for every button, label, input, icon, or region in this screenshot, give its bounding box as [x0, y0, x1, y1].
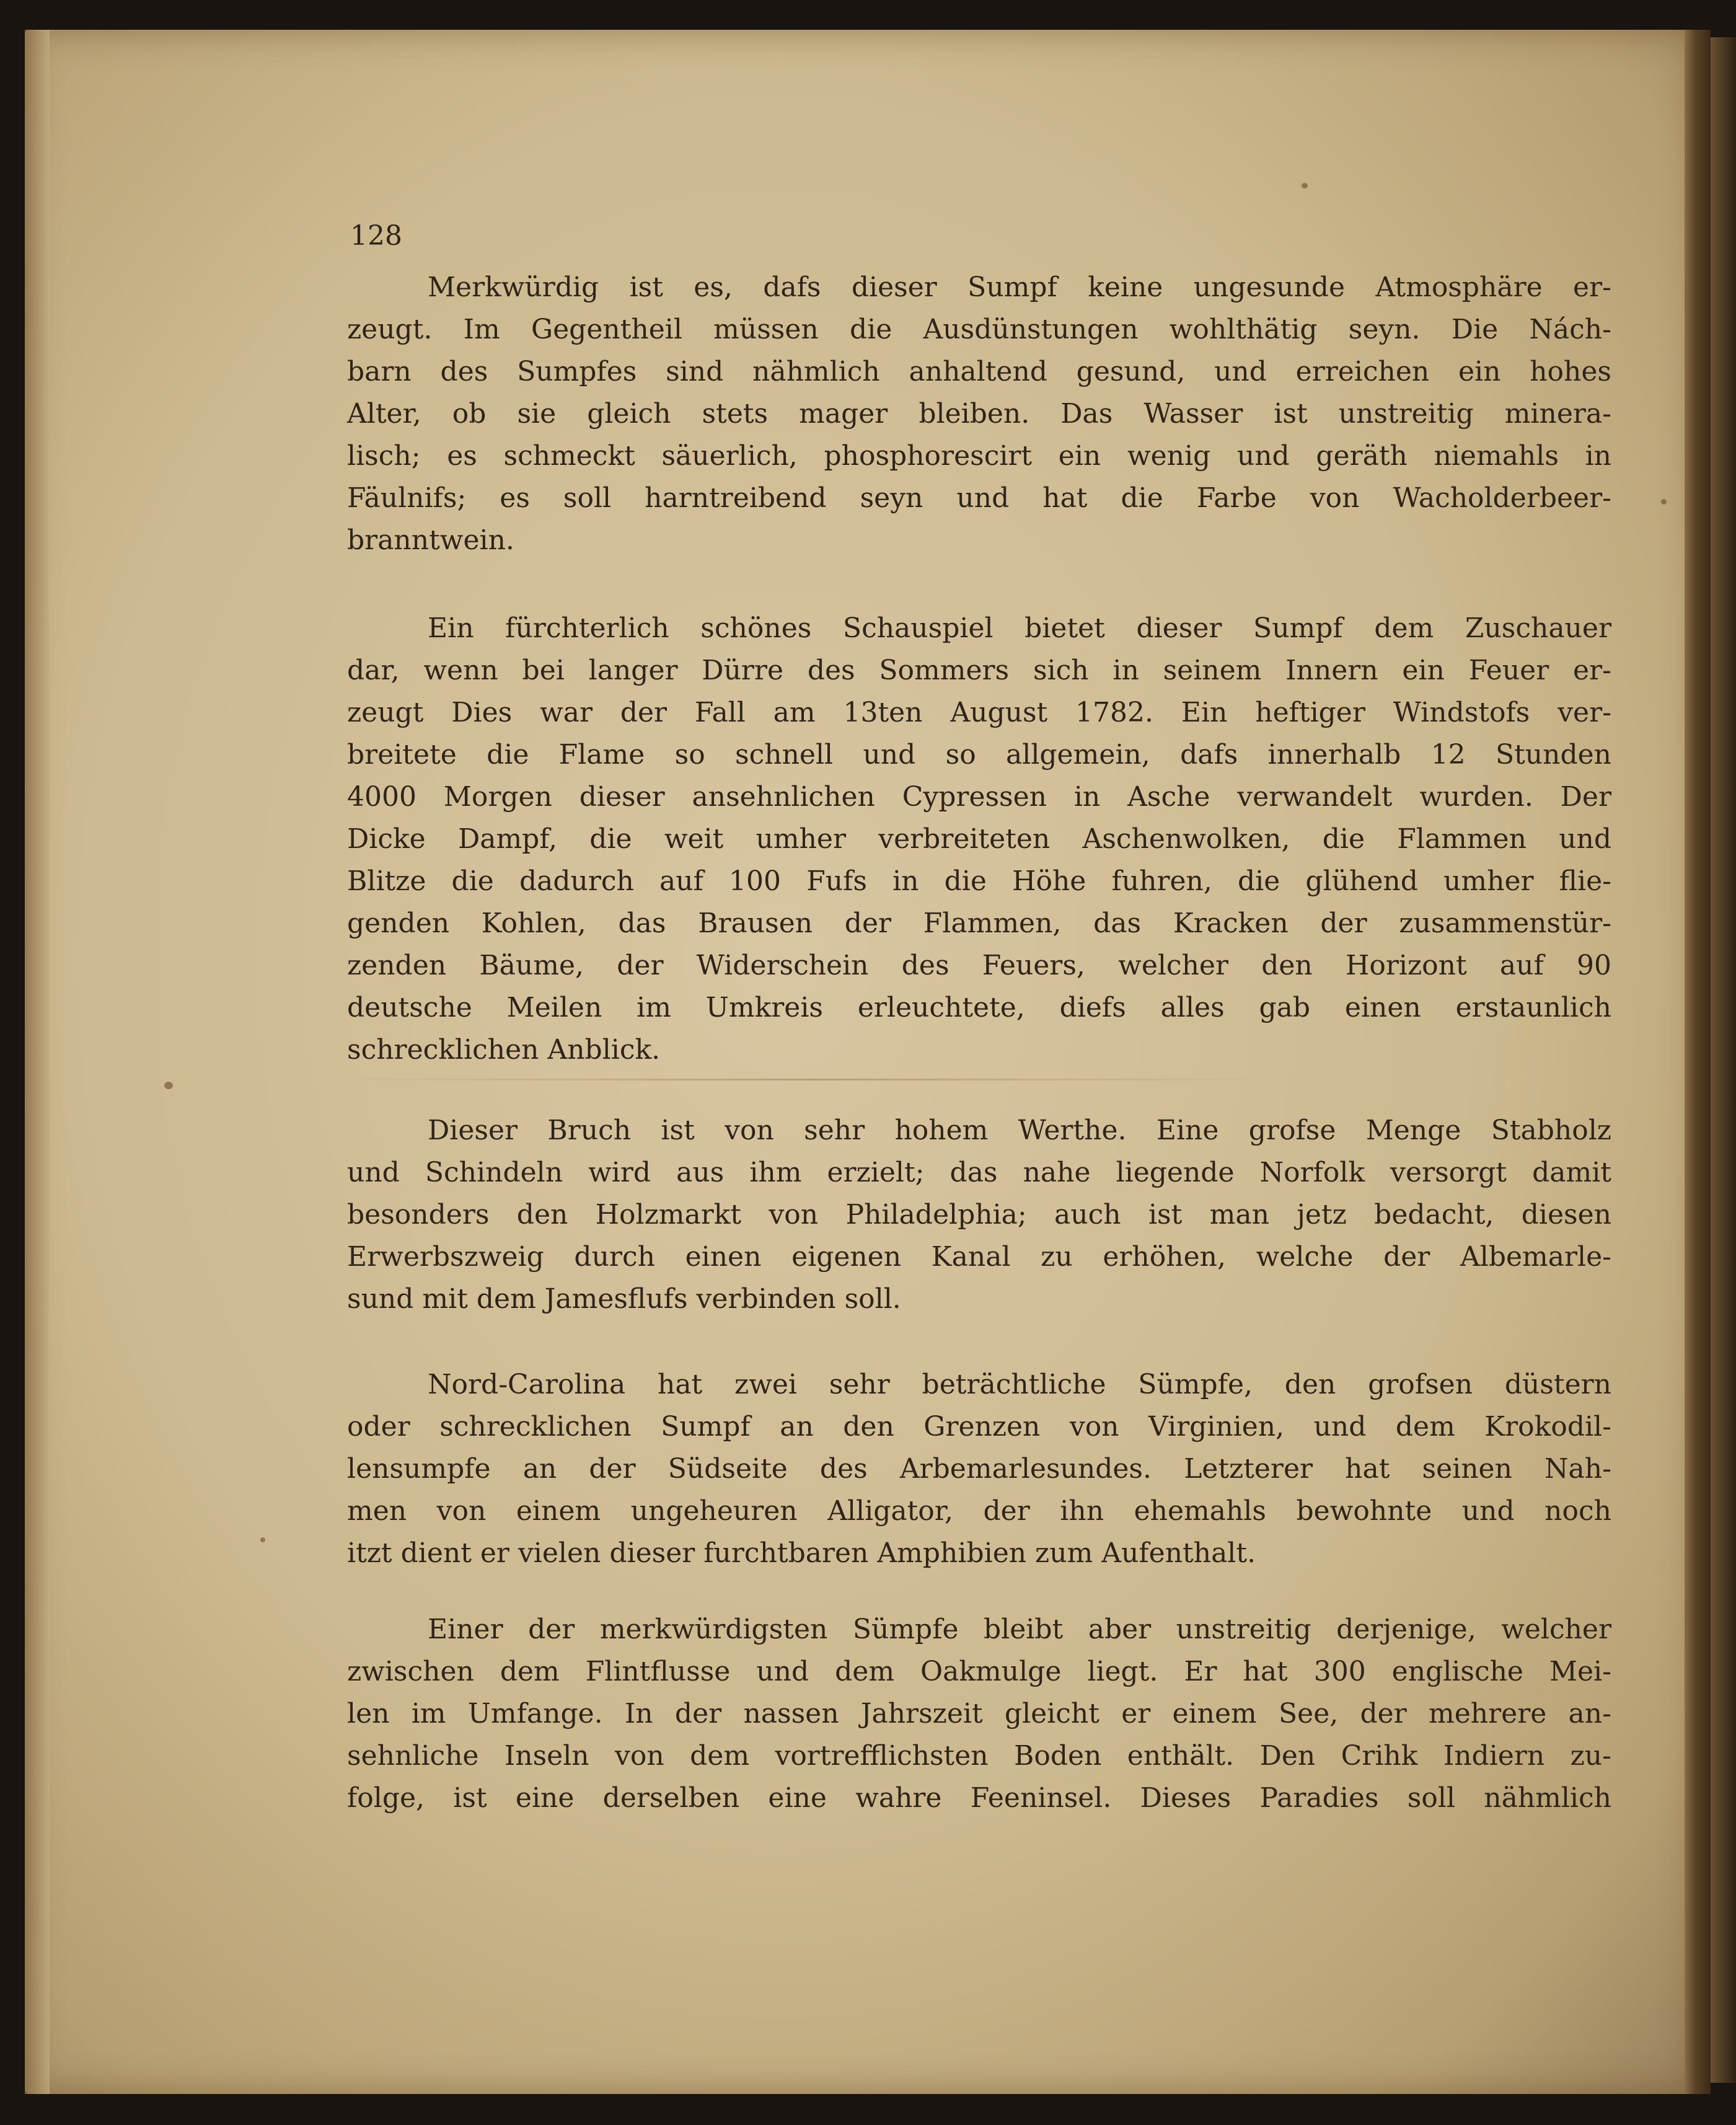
text-line: sund mit dem Jamesflufs verbinden soll.	[347, 1283, 901, 1315]
text-line: Nord-Carolina hat zwei sehr beträchtliche Sümpfe, den grofsen düstern	[428, 1369, 1611, 1400]
page-number: 128	[350, 220, 402, 252]
paper-crease	[347, 1079, 1277, 1080]
text-line: dar, wenn bei langer Dürre des Sommers sich in seinem Innern ein Feuer er-	[347, 655, 1611, 686]
ink-spot	[164, 1082, 173, 1089]
paragraph	[347, 1364, 1611, 1575]
text-line: zeugt. Im Gegentheil müssen die Ausdünstungen wohlthätig seyn. Die Nách-	[347, 314, 1611, 345]
text-line: zwischen dem Flintflusse und dem Oakmulge liegt. Er hat 300 englische Mei-	[347, 1656, 1611, 1687]
text-line: Alter, ob sie gleich stets mager bleiben. Das Wasser ist unstreitig minera-	[347, 398, 1611, 430]
text-line: Merkwürdig ist es, dafs dieser Sumpf keine ungesunde Atmosphäre er-	[428, 272, 1611, 303]
text-line: barn des Sumpfes sind nähmlich anhaltend gesund, und erreichen ein hohes	[347, 356, 1611, 387]
text-line: len im Umfange. In der nassen Jahrszeit gleicht er einem See, der mehrere an-	[347, 1698, 1611, 1730]
ink-spot	[1302, 183, 1308, 188]
text-line: Dicke Dampf, die weit umher verbreiteten Aschenwolken, die Flammen und	[347, 823, 1611, 855]
text-line: besonders den Holzmarkt von Philadelphia; auch ist man jetz bedacht, diesen	[347, 1199, 1611, 1230]
text-line: schrecklichen Anblick.	[347, 1034, 661, 1066]
paragraph	[347, 1609, 1611, 1819]
paragraph	[347, 607, 1611, 1071]
book-gutter	[1685, 30, 1711, 2094]
page-edge-shadow	[25, 30, 50, 2094]
text-line: lensumpfe an der Südseite des Arbemarlesundes. Letzterer hat seinen Nah-	[347, 1453, 1611, 1485]
text-line: genden Kohlen, das Brausen der Flammen, das Kracken der zusammenstür-	[347, 908, 1611, 939]
text-line: breitete die Flame so schnell und so allgemein, dafs innerhalb 12 Stunden	[347, 739, 1611, 771]
paragraph	[347, 1110, 1611, 1320]
text-line: Blitze die dadurch auf 100 Fufs in die Höhe fuhren, die glühend umher flie-	[347, 865, 1611, 897]
text-line: sehnliche Inseln von dem vortrefflichsten Boden enthält. Den Crihk Indiern zu-	[347, 1740, 1611, 1772]
text-line: Einer der merkwürdigsten Sümpfe bleibt aber unstreitig derjenige, welcher	[428, 1614, 1611, 1645]
ink-spot	[260, 1537, 265, 1542]
paragraph	[347, 267, 1611, 562]
text-line: Erwerbszweig durch einen eigenen Kanal zu erhöhen, welche der Albemarle-	[347, 1241, 1611, 1273]
text-line: und Schindeln wird aus ihm erzielt; das nahe liegende Norfolk versorgt damit	[347, 1157, 1611, 1188]
text-line: branntwein.	[347, 524, 514, 556]
text-line: Dieser Bruch ist von sehr hohem Werthe. Eine grofse Menge Stabholz	[428, 1115, 1611, 1146]
text-line: itzt dient er vielen dieser furchtbaren Amphibien zum Aufenthalt.	[347, 1537, 1256, 1569]
text-line: 4000 Morgen dieser ansehnlichen Cypressen in Asche verwandelt wurden. Der	[347, 781, 1611, 813]
text-line: zenden Bäume, der Widerschein des Feuers, welcher den Horizont auf 90	[347, 950, 1611, 981]
text-line: lisch; es schmeckt säuerlich, phosphorescirt ein wenig und geräth niemahls in	[347, 440, 1611, 472]
adjacent-page-edge	[1711, 37, 1736, 2083]
ink-spot	[1661, 499, 1667, 505]
text-line: men von einem ungeheuren Alligator, der ihn ehemahls bewohnte und noch	[347, 1495, 1611, 1527]
text-line: folge, ist eine derselben eine wahre Feeninsel. Dieses Paradies soll nähmlich	[347, 1782, 1611, 1814]
text-line: deutsche Meilen im Umkreis erleuchtete, diefs alles gab einen erstaunlich	[347, 992, 1611, 1023]
text-line: oder schrecklichen Sumpf an den Grenzen von Virginien, und dem Krokodil-	[347, 1411, 1611, 1442]
text-line: Fäulnifs; es soll harntreibend seyn und hat die Farbe von Wacholderbeer-	[347, 482, 1611, 514]
text-line: Ein fürchterlich schönes Schauspiel bietet dieser Sumpf dem Zuschauer	[428, 612, 1611, 644]
text-line: zeugt Dies war der Fall am 13ten August 1782. Ein heftiger Windstofs ver-	[347, 697, 1611, 728]
